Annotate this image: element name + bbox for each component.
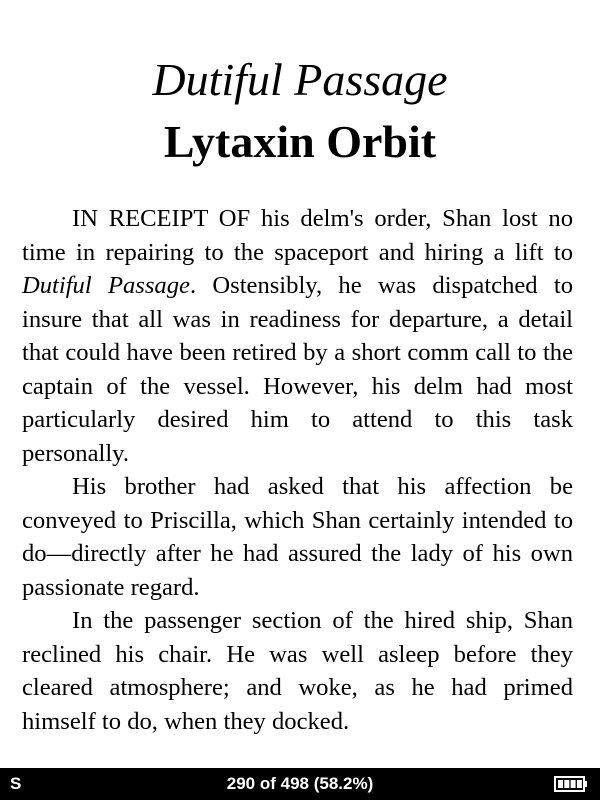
- battery-cell: [577, 780, 582, 788]
- paragraph-1-end: . Ostensibly, he was dispatched to insure that all was in readiness for departure, a detail that could have been retired by a short comm call to the captain of the vessel. However, his delm had most particularly desired him to attend to this task personally.: [22, 272, 573, 467]
- page-progress: 290 of 498 (58.2%): [226, 774, 374, 793]
- paragraph-1-start: IN RECEIPT OF his delm's order, Shan lost no time in repairing to the spaceport and hiring a lift to: [22, 205, 573, 266]
- body-text: [22, 202, 573, 738]
- chapter-ship-name: Dutiful Passage: [152, 54, 448, 105]
- battery-cell: [571, 780, 576, 788]
- paragraph-1: [22, 202, 573, 470]
- battery-cell: [558, 780, 563, 788]
- battery-cell: [564, 780, 569, 788]
- paragraph-2: His brother had asked that his affection be conveyed to Priscilla, which Shan certainly intended to do—directly after he had assured the lady of his own passionate regard.: [22, 473, 573, 601]
- chapter-title: Lytaxin Orbit: [163, 116, 437, 167]
- status-left-label: S: [10, 774, 22, 793]
- status-bar: [0, 768, 600, 800]
- paragraph-1-italic: Dutiful Passage: [22, 272, 190, 299]
- battery-full-icon: [554, 776, 588, 792]
- paragraph-3: In the passenger section of the hired ship, Shan reclined his chair. He was well asleep before they cleared atmosphere; and woke, as he had primed himself to do, when they docked.: [22, 607, 573, 735]
